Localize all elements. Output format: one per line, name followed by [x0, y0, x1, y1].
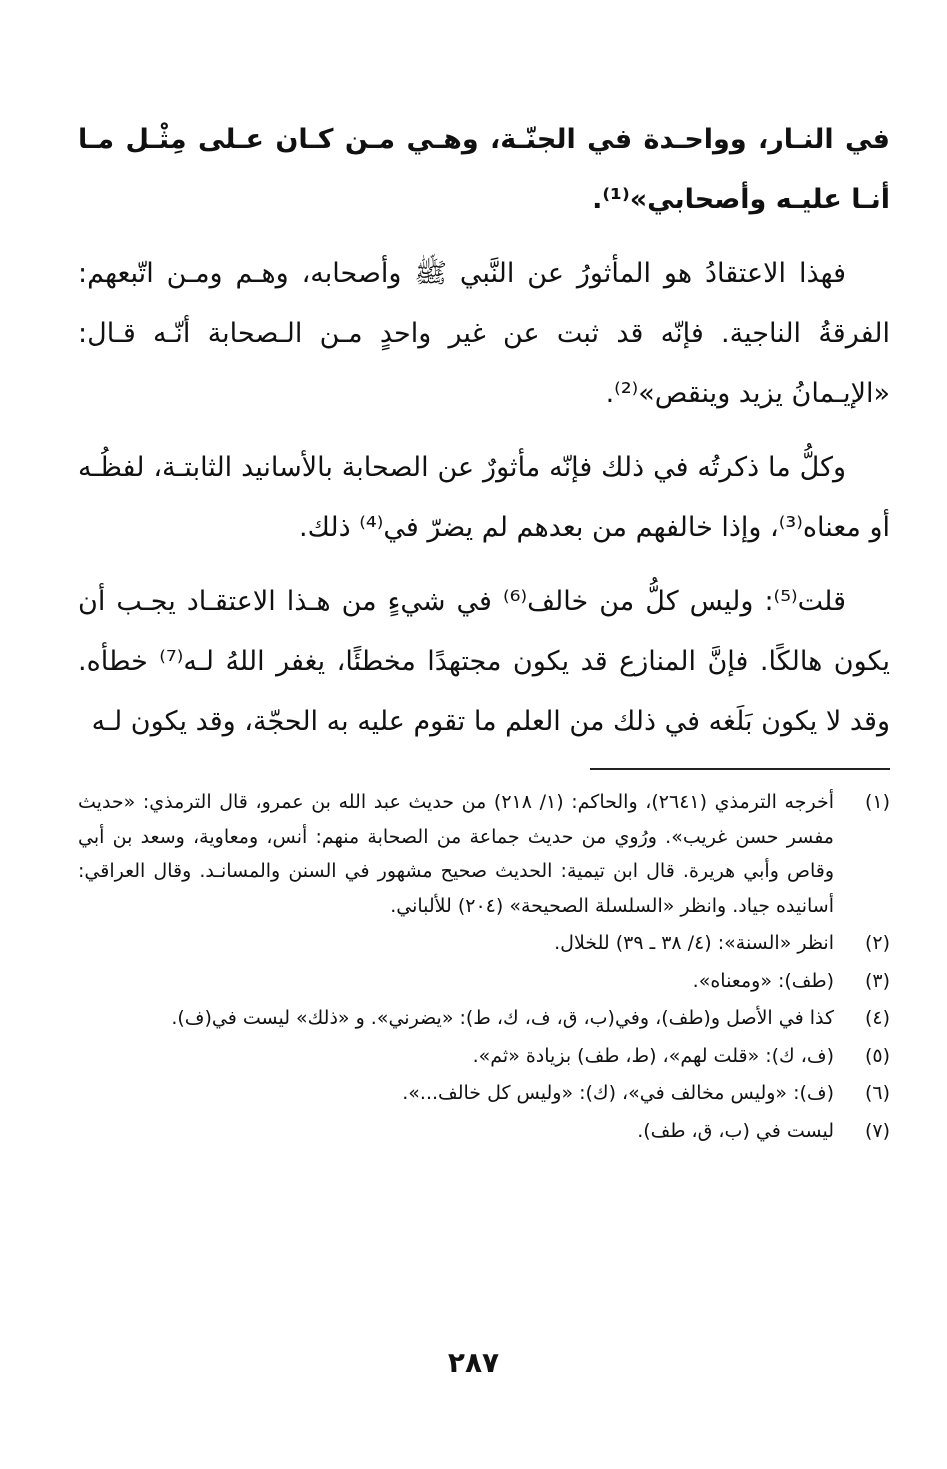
page-number: ٢٨٧ — [447, 1346, 500, 1379]
footnote-text: كذا في الأصل و(طف)، وفي(ب، ق، ف، ك، ط): «يضرني». و «ذلك» ليست في(ف). — [171, 1007, 834, 1029]
footnote-number: (٣) — [864, 969, 890, 992]
footnote-text: أخرجه الترمذي (٢٦٤١)، والحاكم: (١/ ٢١٨) من حديث عبد الله بن عمرو، قال الترمذي: «حديث مفسر حسن غريب». ورُوي من حديث جماعة من الصحابة منهم: أنس، ومعاوية، وسعد بن أبي وقاص وأبي هريرة. قال ابن تيمية: الحديث صحيح مشهور في السنن والمسانـد. وقال العراقي: أسانيده جياد. وانظر «السلسلة الصحيحة» (٢٠٤) للألباني. — [78, 791, 834, 917]
paragraph-creed: فهذا الاعتقادُ هو المأثورُ عن النَّبي ﷺ وأصحابه، وهـم ومـن اتّبعهم: الفرقةُ الناجية. فإنّه قد ثبت عن غير واحدٍ مـن الـصحابة أنّـه قـال: «الإيـمانُ يزيد وينقص»⁽²⁾. — [78, 258, 890, 409]
footnote-text: ليست في (ب، ق، طف). — [637, 1119, 834, 1142]
footnote-text: (طف): «ومعناه». — [692, 969, 834, 992]
footnote-number: (٢) — [864, 932, 890, 954]
footnote-number: (٦) — [864, 1082, 890, 1104]
paragraph-qultu: قلت⁽⁵⁾: وليس كلُّ من خالف⁽⁶⁾ في شيءٍ من هـذا الاعتقـاد يجـب أن يكون هالكًا. فإنَّ المنازع قد يكون مجتهدًا مخطئًا، يغفر اللهُ لـه⁽⁷⁾ خطأه. وقد لا يكون بَلَغه في ذلك من العلم ما تقوم عليه به الحجّة، وقد يكون لـه — [78, 586, 890, 737]
main-text — [78, 110, 890, 766]
footnote-number: (٧) — [864, 1119, 890, 1142]
footnote-text: (ف): «وليس مخالف في»، (ك): «وليس كل خالف...». — [402, 1082, 834, 1104]
footnote-7 — [78, 1114, 890, 1149]
footnote-5 — [78, 1039, 890, 1074]
footnote-number: (٥) — [864, 1044, 890, 1067]
paragraph-sahaba: وكلُّ ما ذكرتُه في ذلك فإنّه مأثورٌ عن الصحابة بالأسانيد الثابتـة، لفظُـه أو معناه⁽³⁾، وإذا خالفهم من بعدهم لم يضرّ في⁽⁴⁾ ذلك. — [78, 452, 890, 543]
footnote-4 — [78, 1001, 890, 1036]
footnotes — [78, 785, 890, 1151]
footnote-text: (ف، ك): «قلت لهم»، (ط، طف) بزيادة «ثم». — [472, 1044, 834, 1067]
footnote-3 — [78, 964, 890, 999]
footnote-divider — [590, 768, 890, 770]
paragraph-hadith-end: في النـار، وواحـدة في الجنّـة، وهـي مـن كـان عـلى مِثْـل مـا أنـا عليـه وأصحابي»⁽¹⁾. — [78, 124, 890, 215]
footnote-number: (١) — [864, 791, 890, 813]
footnote-1 — [78, 785, 890, 923]
footnote-6 — [78, 1076, 890, 1111]
footnote-2 — [78, 926, 890, 961]
footnote-number: (٤) — [864, 1007, 890, 1029]
footnote-text: انظر «السنة»: (٤/ ٣٨ ـ ٣٩) للخلال. — [554, 932, 834, 954]
